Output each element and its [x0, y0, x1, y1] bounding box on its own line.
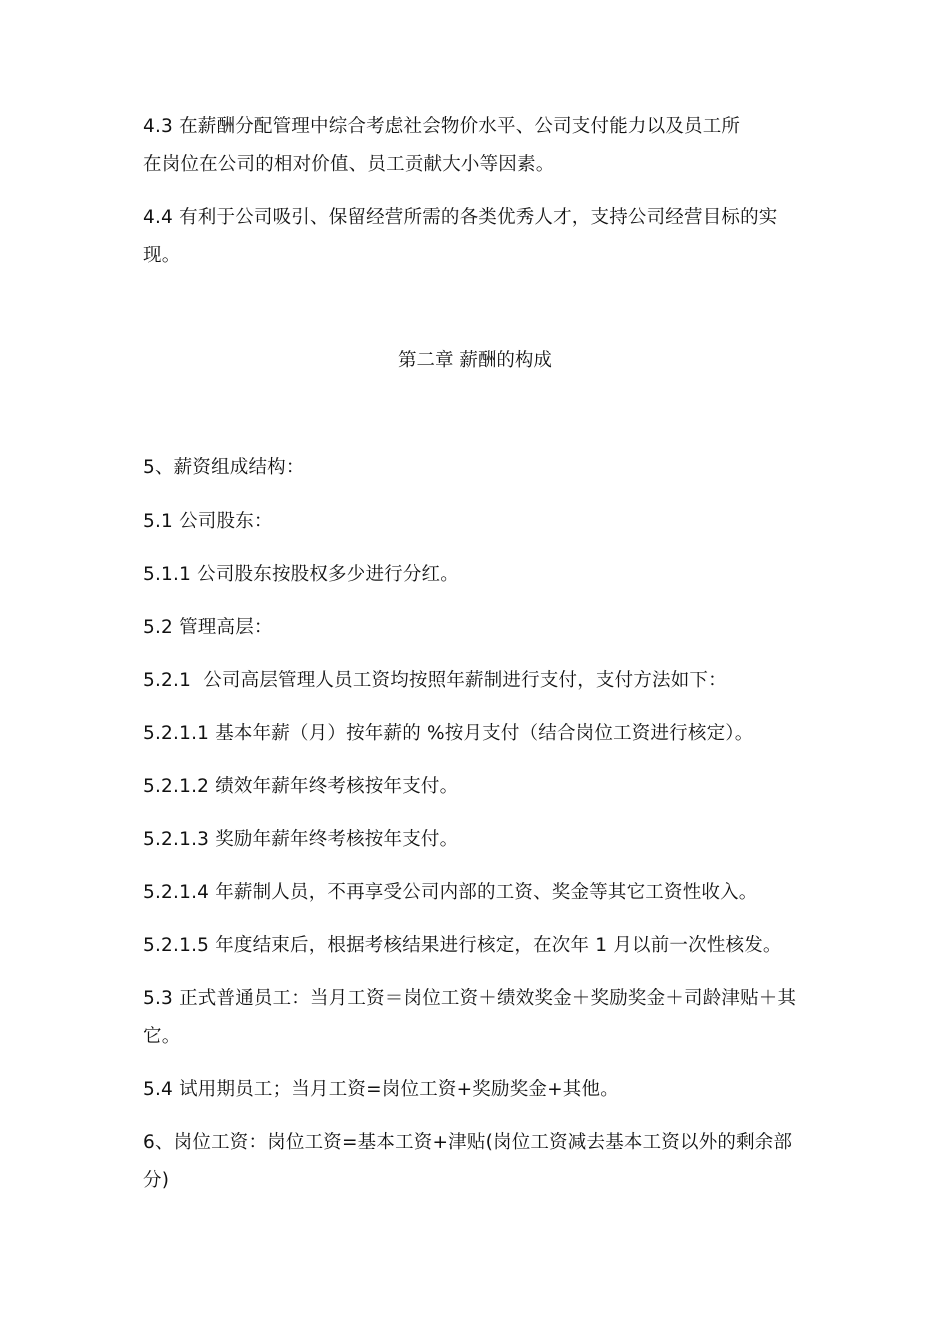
section-5-2-1-4: 5.2.1.4 年薪制人员，不再享受公司内部的工资、奖金等其它工资性收入。 [143, 882, 758, 903]
paragraph-4-3-line-2: 在岗位在公司的相对价值、员工贡献大小等因素。 [143, 154, 555, 175]
section-5-3-line-1: 5.3 正式普通员工：当月工资＝岗位工资＋绩效奖金＋奖励奖金＋司龄津贴＋其 [143, 988, 797, 1009]
section-5-2-1-5: 5.2.1.5 年度结束后，根据考核结果进行核定，在次年 1 月以前一次性核发。 [143, 935, 782, 956]
section-5-1-1: 5.1.1 公司股东按股权多少进行分红。 [143, 564, 459, 585]
section-5-2-1-3: 5.2.1.3 奖励年薪年终考核按年支付。 [143, 829, 459, 850]
section-6-line-2: 分) [143, 1170, 170, 1191]
paragraph-4-4-line-1: 4.4 有利于公司吸引、保留经营所需的各类优秀人才，支持公司经营目标的实 [143, 207, 778, 228]
section-5-1: 5.1 公司股东： [143, 511, 273, 532]
chapter-title: 第二章 薪酬的构成 [398, 350, 552, 371]
section-5-2-1: 5.2.1 公司高层管理人员工资均按照年薪制进行支付，支付方法如下： [143, 670, 727, 691]
section-5-3-line-2: 它。 [143, 1026, 181, 1047]
section-5-2: 5.2 管理高层： [143, 617, 273, 638]
paragraph-4-3-line-1: 4.3 在薪酬分配管理中综合考虑社会物价水平、公司支付能力以及员工所 [143, 116, 741, 137]
section-6-line-1: 6、岗位工资：岗位工资=基本工资+津贴(岗位工资减去基本工资以外的剩余部 [143, 1132, 793, 1153]
section-5-2-1-1: 5.2.1.1 基本年薪（月）按年薪的 %按月支付（结合岗位工资进行核定）。 [143, 723, 754, 744]
section-5: 5、薪资组成结构： [143, 457, 305, 478]
section-5-2-1-2: 5.2.1.2 绩效年薪年终考核按年支付。 [143, 776, 459, 797]
paragraph-4-4-line-2: 现。 [143, 245, 181, 266]
section-5-4: 5.4 试用期员工；当月工资=岗位工资+奖励奖金+其他。 [143, 1079, 619, 1100]
